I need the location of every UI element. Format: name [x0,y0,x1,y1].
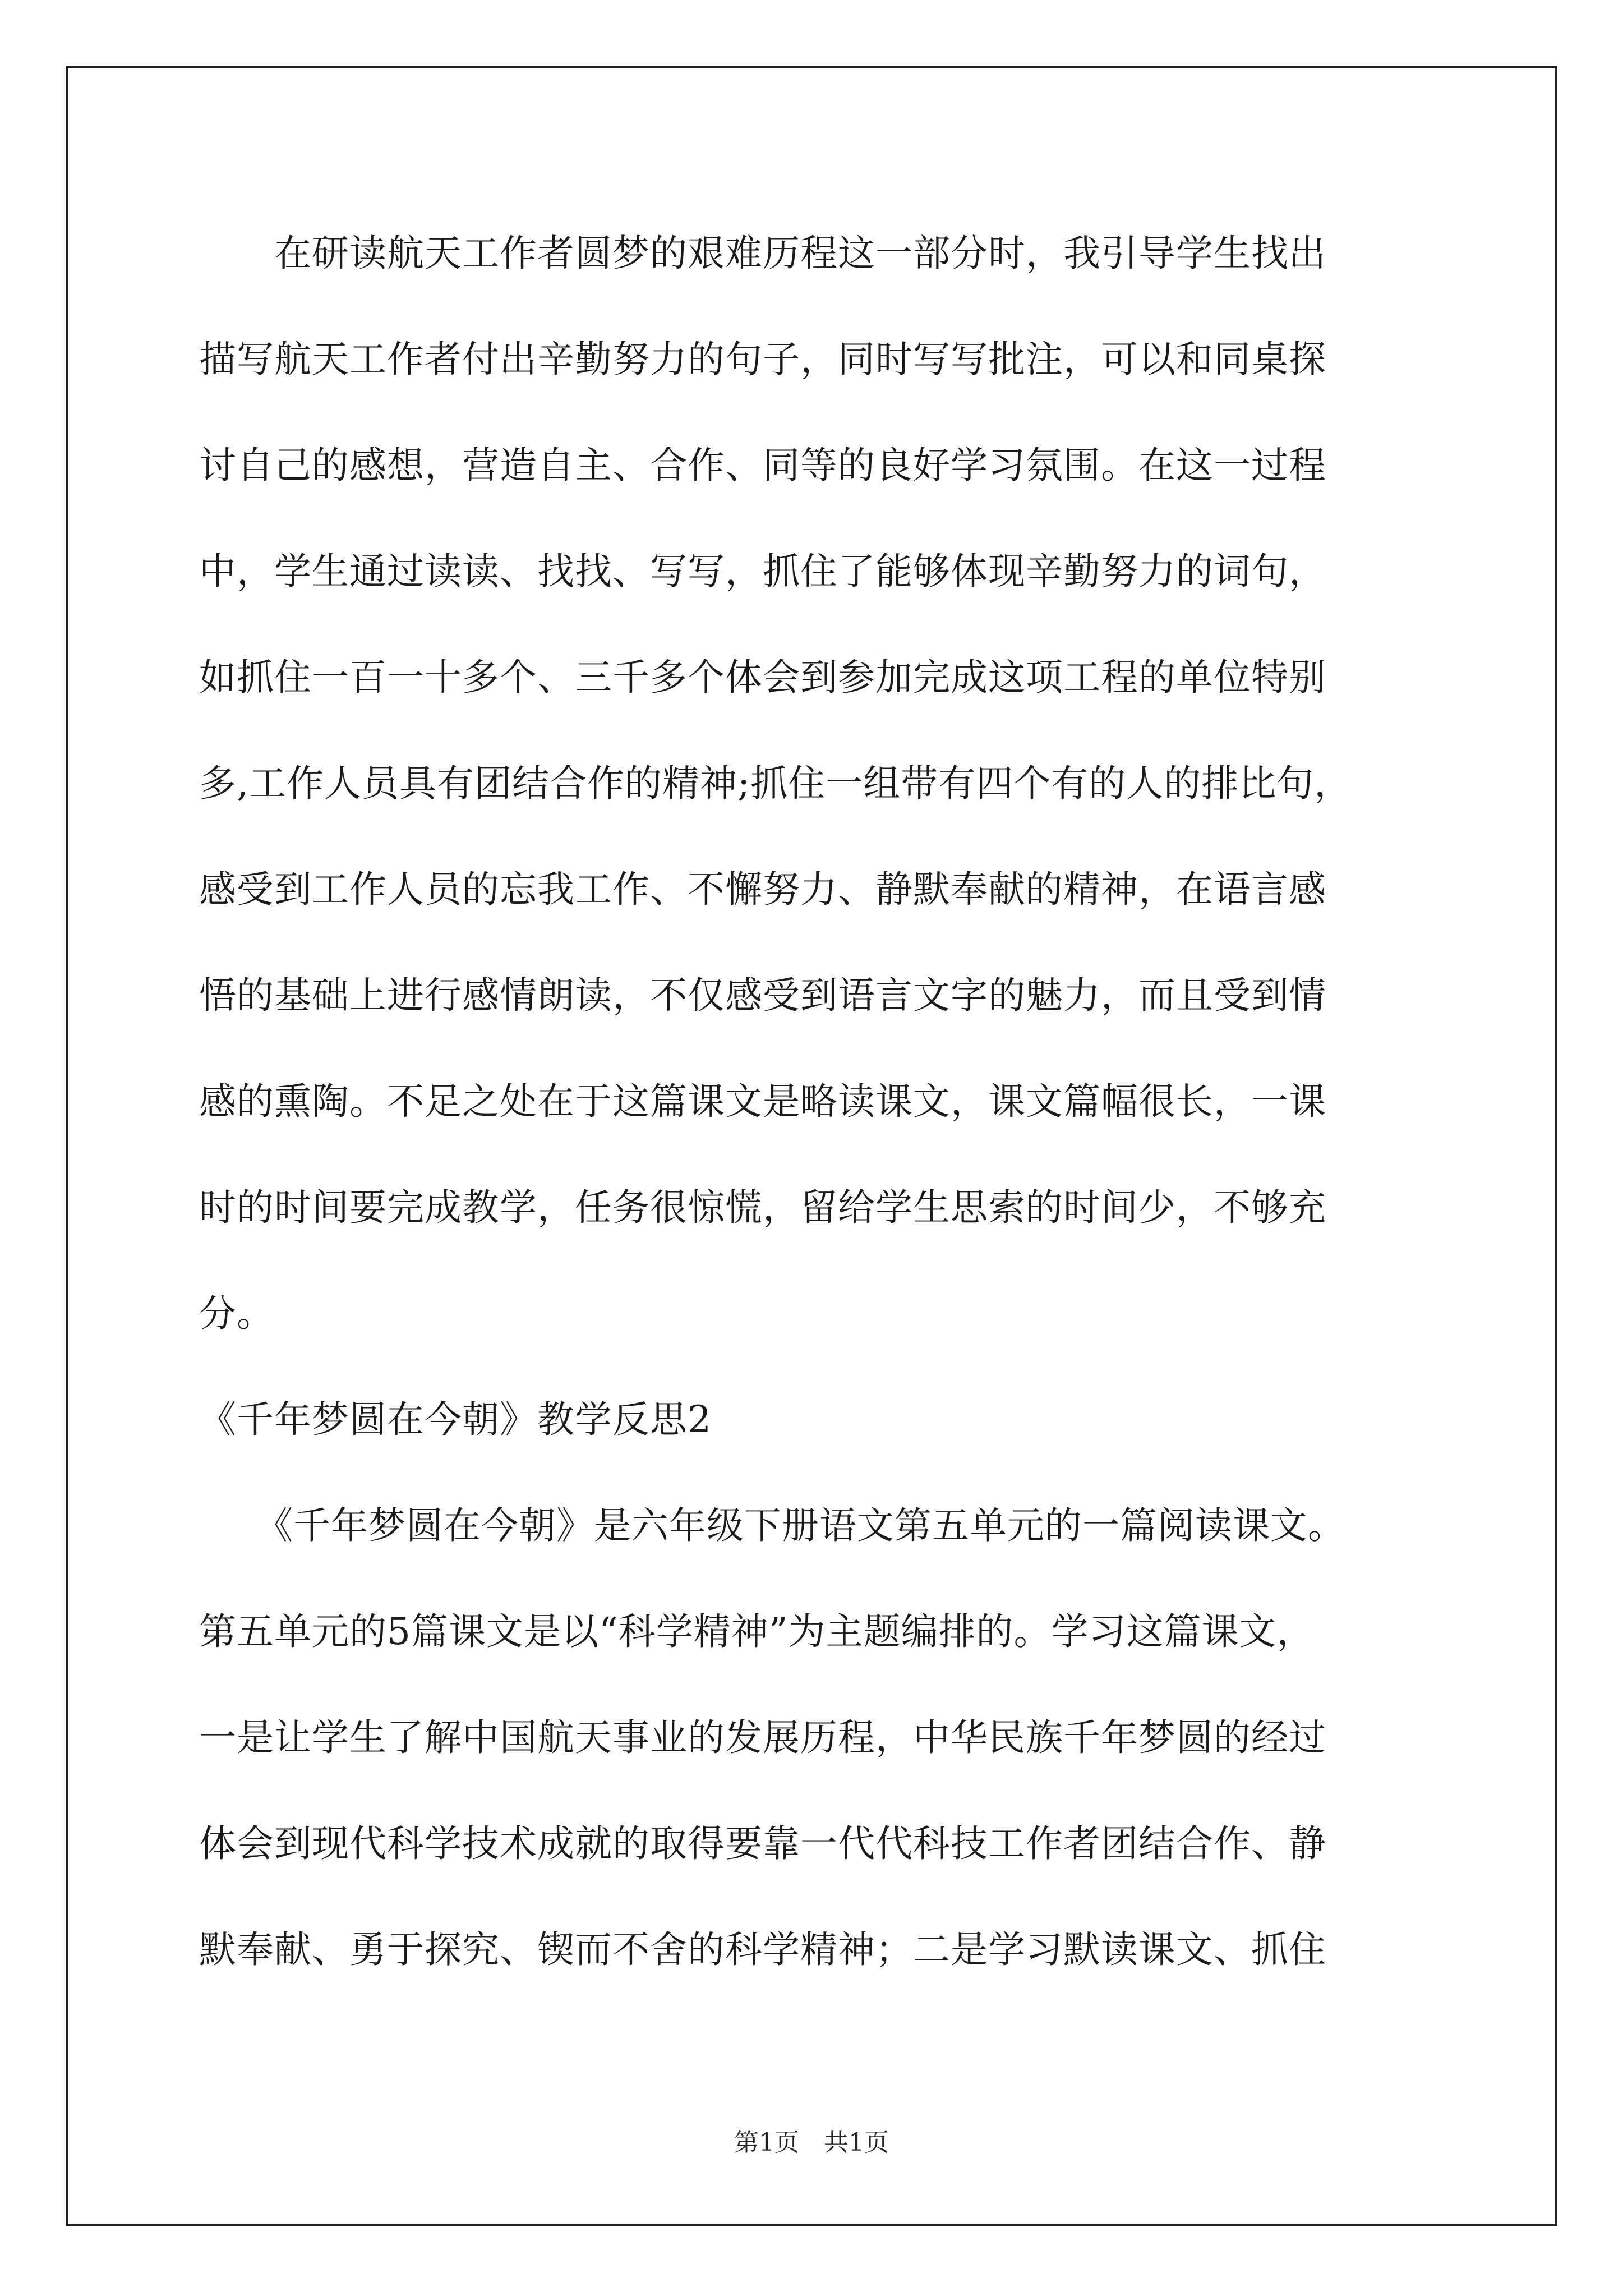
paragraph-line: 讨自己的感想，营造自主、合作、同等的良好学习氛围。在这一过程 [199,444,1326,487]
paragraph-line: 《千年梦圆在今朝》是六年级下册语文第五单元的一篇阅读课文。 [199,1504,1345,1547]
page-number-footer: 第1页 共1页 [734,2128,889,2157]
paragraph-line: 多,工作人员具有团结合作的精神;抓住一组带有四个有的人的排比句， [199,762,1352,805]
paragraph-line: 在研读航天工作者圆梦的艰难历程这一部分时，我引导学生找出 [199,232,1326,275]
paragraph-line: 如抓住一百一十多个、三千多个体会到参加完成这项工程的单位特别 [199,656,1326,699]
paragraph-line: 时的时间要完成教学，任务很惊慌，留给学生思索的时间少，不够充 [199,1186,1326,1229]
paragraph-line: 默奉献、勇于探究、锲而不舍的科学精神；二是学习默读课文、抓住 [199,1928,1326,1971]
paragraph-line: 体会到现代科学技术成就的取得要靠一代代科技工作者团结合作、静 [199,1822,1326,1865]
page-border [66,66,1557,2226]
paragraph-line: 第五单元的5篇课文是以“科学精神”为主题编排的。学习这篇课文， [199,1610,1315,1653]
paragraph-line: 中，学生通过读读、找找、写写，抓住了能够体现辛勤努力的词句， [199,550,1326,593]
paragraph-line: 描写航天工作者付出辛勤努力的句子，同时写写批注，可以和同桌探 [199,338,1326,381]
paragraph-line: 悟的基础上进行感情朗读，不仅感受到语言文字的魅力，而且受到情 [199,974,1326,1017]
paragraph-line: 一是让学生了解中国航天事业的发展历程，中华民族千年梦圆的经过 [199,1716,1326,1759]
section-heading: 《千年梦圆在今朝》教学反思2 [199,1398,712,1441]
paragraph-line: 分。 [199,1292,274,1335]
paragraph-line: 感受到工作人员的忘我工作、不懈努力、静默奉献的精神，在语言感 [199,868,1326,911]
paragraph-line: 感的熏陶。不足之处在于这篇课文是略读课文，课文篇幅很长，一课 [199,1080,1326,1123]
